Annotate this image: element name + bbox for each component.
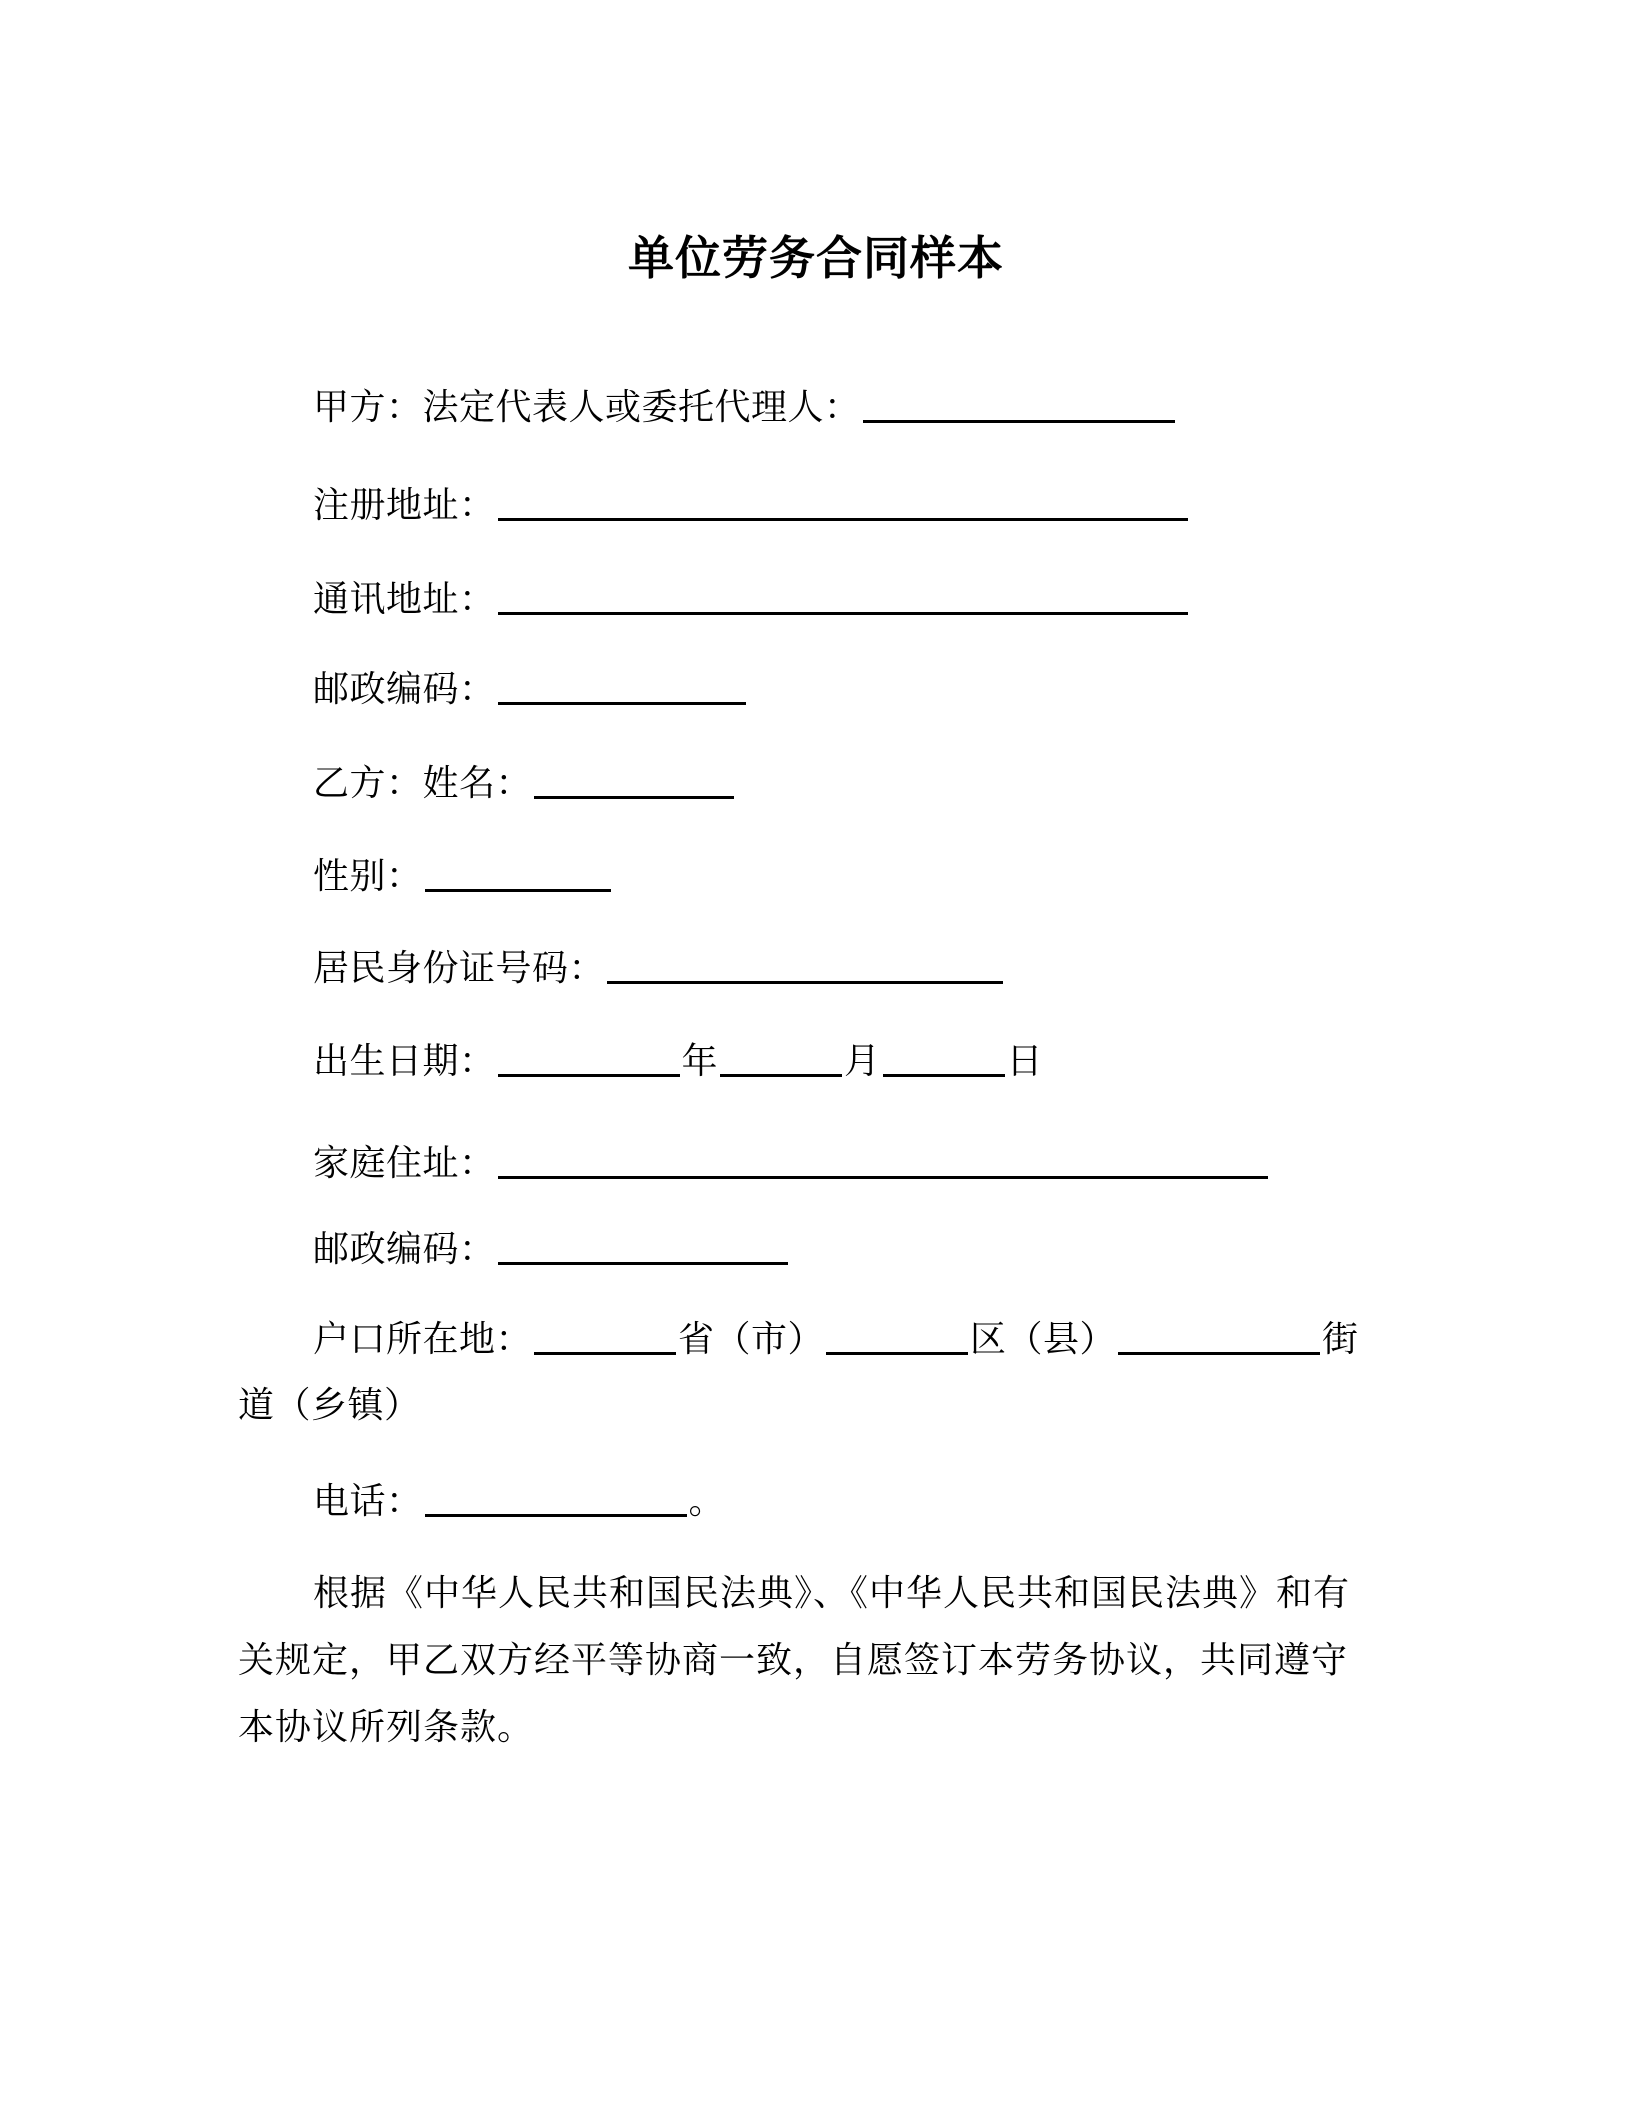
mailing-address-row bbox=[313, 578, 1190, 622]
party-b-name-blank[interactable] bbox=[534, 766, 734, 799]
home-address-label: 家庭住址： bbox=[313, 1143, 496, 1184]
hukou-label: 户口所在地： bbox=[313, 1319, 533, 1360]
party-b-name-label: 乙方：姓名： bbox=[313, 763, 533, 804]
party-b-name-row bbox=[313, 762, 736, 806]
birth-day-blank[interactable] bbox=[883, 1044, 1005, 1077]
id-number-blank[interactable] bbox=[607, 951, 1003, 984]
home-address-row bbox=[313, 1142, 1270, 1186]
mailing-address-label: 通讯地址： bbox=[313, 579, 496, 620]
id-number-row bbox=[313, 947, 1005, 991]
hukou-row bbox=[313, 1318, 1359, 1362]
hukou-street-blank[interactable] bbox=[1118, 1322, 1320, 1355]
hukou-row-continuation bbox=[238, 1384, 421, 1428]
hukou-district-blank[interactable] bbox=[826, 1322, 968, 1355]
document-title: 单位劳务合同样本 bbox=[628, 231, 1004, 285]
birth-month-blank[interactable] bbox=[720, 1044, 842, 1077]
party-b-postal-code-row bbox=[313, 1228, 790, 1272]
hukou-province-blank[interactable] bbox=[534, 1322, 676, 1355]
party-a-postal-code-label: 邮政编码： bbox=[313, 669, 496, 710]
party-a-representative-blank[interactable] bbox=[863, 390, 1175, 423]
party-a-postal-code-blank[interactable] bbox=[498, 672, 746, 705]
birth-day-unit: 日 bbox=[1006, 1041, 1044, 1082]
birth-date-label: 出生日期： bbox=[313, 1041, 496, 1082]
registered-address-row bbox=[313, 484, 1190, 528]
hukou-district-unit: 区（县） bbox=[970, 1319, 1117, 1360]
registered-address-label: 注册地址： bbox=[313, 485, 496, 526]
party-a-postal-code-row bbox=[313, 668, 748, 712]
phone-suffix: 。 bbox=[688, 1481, 726, 1522]
preamble-paragraph: 根据《中华人民共和国民法典》、《中华人民共和国民法典》和有关规定，甲乙双方经平等协商一致，自愿签订本劳务协议，共同遵守本协议所列条款。 bbox=[238, 1573, 1351, 1748]
phone-row bbox=[313, 1480, 725, 1524]
home-address-blank[interactable] bbox=[498, 1146, 1268, 1179]
birth-year-unit: 年 bbox=[681, 1041, 719, 1082]
party-a-representative-label: 甲方：法定代表人或委托代理人： bbox=[313, 387, 861, 428]
party-a-representative-row bbox=[313, 386, 1177, 430]
phone-label: 电话： bbox=[313, 1481, 423, 1522]
gender-blank[interactable] bbox=[425, 859, 611, 892]
party-b-postal-code-label: 邮政编码： bbox=[313, 1229, 496, 1270]
hukou-street-unit: 街 bbox=[1322, 1319, 1359, 1360]
hukou-street-unit-continued: 道（乡镇） bbox=[238, 1385, 421, 1426]
gender-label: 性别： bbox=[313, 856, 423, 897]
birth-month-unit: 月 bbox=[844, 1041, 881, 1082]
hukou-province-unit: 省（市） bbox=[678, 1319, 825, 1360]
phone-blank[interactable] bbox=[425, 1484, 687, 1517]
id-number-label: 居民身份证号码： bbox=[313, 948, 606, 989]
party-b-postal-code-blank[interactable] bbox=[498, 1232, 788, 1265]
birth-date-row bbox=[313, 1040, 1043, 1084]
mailing-address-blank[interactable] bbox=[498, 582, 1188, 615]
birth-year-blank[interactable] bbox=[498, 1044, 680, 1077]
registered-address-blank[interactable] bbox=[498, 488, 1188, 521]
gender-row bbox=[313, 855, 613, 899]
